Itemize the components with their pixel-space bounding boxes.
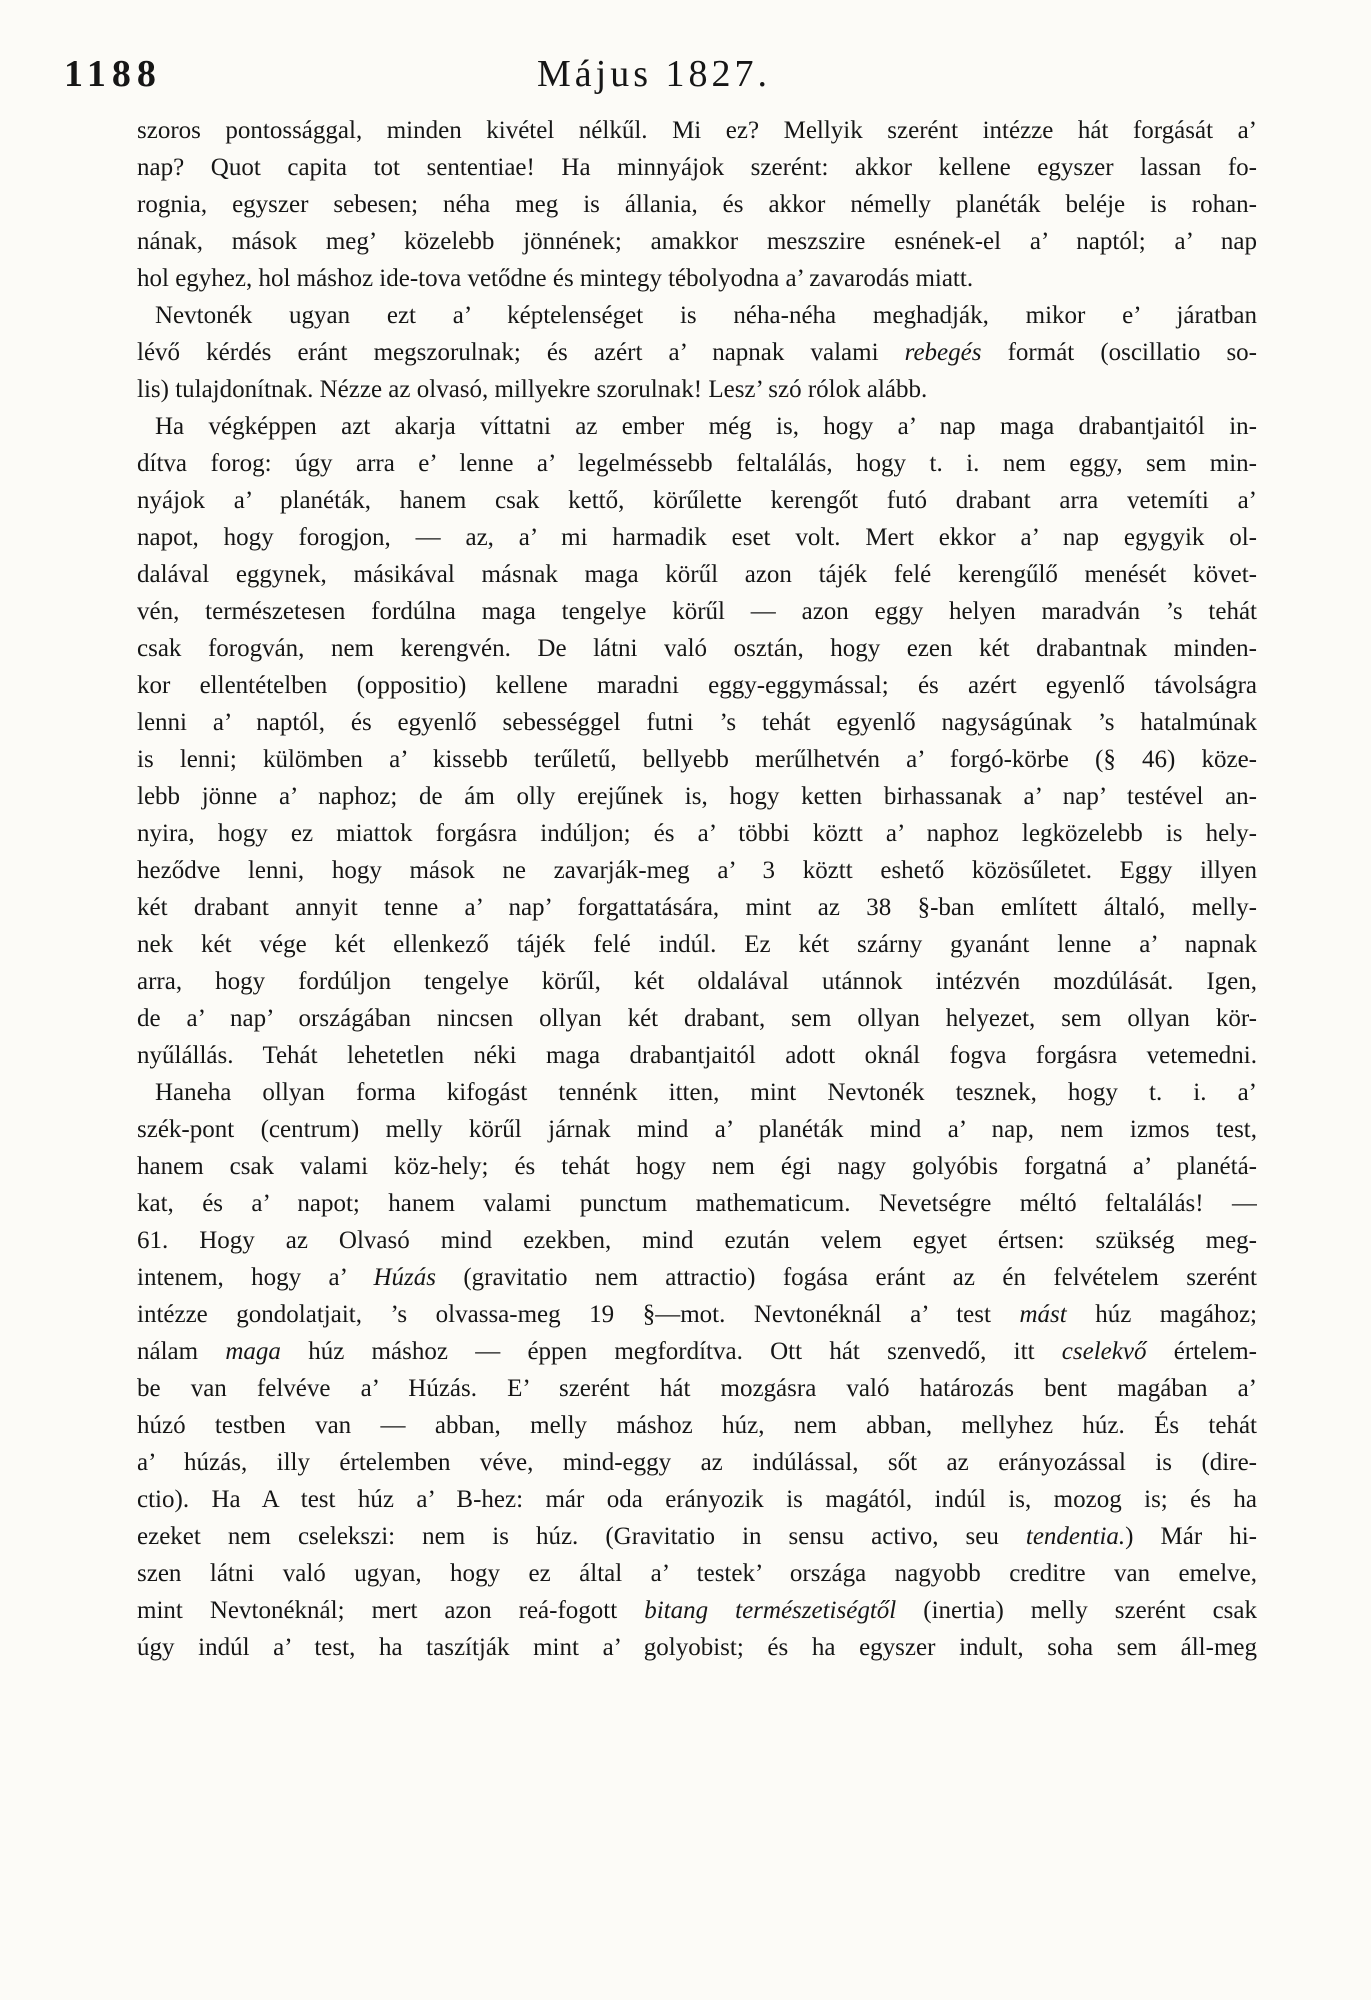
text-line: is lenni; külömben a’ kissebb terűletű, bellyebb merűlhetvén a’ forgó-körbe (§ 46) köze- <box>137 746 1257 773</box>
text-line <box>137 1259 1257 1296</box>
text-run: intézze gondolatjait, ’s olvassa-meg 19 §—mot. Nevtonéknál a’ test <box>137 1301 1020 1328</box>
text-run: (gravitatio nem attractio) fogása eránt az én felvételem szerént <box>435 1264 1257 1291</box>
text-line: Nevtonék ugyan ezt a’ képtelenséget is néha-néha meghadják, mikor e’ járatban <box>155 302 1257 329</box>
italic-text: tendentia. <box>1025 1523 1126 1550</box>
text-line: hol egyhez, hol máshoz ide-tova vetődne és mintegy tébolyodna a’ zavarodás miatt. <box>137 265 974 292</box>
text-run: mint Nevtonéknál; mert azon reá-fogott <box>137 1597 645 1624</box>
text-line: be van felvéve a’ Húzás. E’ szerént hát mozgásra való határozás bent magában a’ <box>137 1375 1257 1402</box>
text-run: nálam <box>137 1338 226 1365</box>
text-line: lenni a’ naptól, és egyenlő sebességgel futni ’s tehát egyenlő nagyságúnak ’s hatalmúnak <box>137 709 1257 736</box>
text-line: csak forogván, nem kerengvén. De látni való osztán, hogy ezen két drabantnak minden- <box>137 635 1257 662</box>
text-line: két drabant annyit tenne a’ nap’ forgattatására, mint az 38 §-ban említett általó, melly- <box>137 894 1257 921</box>
text-line: Ha végképpen azt akarja víttatni az ember még is, hogy a’ nap maga drabantjaitól in- <box>155 413 1257 440</box>
italic-text: mást <box>1019 1301 1067 1328</box>
italic-text: cselekvő <box>1061 1338 1147 1365</box>
body-text <box>137 112 1257 1666</box>
text-run: húz magához; <box>1066 1301 1257 1328</box>
page-number: 1188 <box>64 53 162 95</box>
text-line: de a’ nap’ országában nincsen ollyan két drabant, sem ollyan helyezet, sem ollyan kör- <box>137 1005 1257 1032</box>
text-line <box>137 1296 1257 1333</box>
paragraph <box>137 1222 1257 1666</box>
italic-text: bitang természetiségtől <box>644 1597 897 1624</box>
text-line: szék-pont (centrum) melly körűl járnak mind a’ planéták mind a’ nap, nem izmos test, <box>137 1116 1257 1143</box>
text-line: kor ellentételben (oppositio) kellene maradni eggy-eggymással; és azért egyenlő távolságra <box>137 672 1257 699</box>
text-line: nának, mások meg’ közelebb jönnének; amakkor meszszire esnének-el a’ naptól; a’ nap <box>137 228 1257 255</box>
text-line: arra, hogy fordúljon tengelye körűl, két oldalával utánnok intézvén mozdúlását. Igen, <box>137 968 1257 995</box>
text-line: a’ húzás, illy értelemben véve, mind-eggy az indúlással, sőt az erányozással is (dire- <box>137 1449 1257 1476</box>
text-run: ) Már hi- <box>1125 1523 1257 1550</box>
text-run: (inertia) melly szerént csak <box>896 1597 1257 1624</box>
text-line: dítva forog: úgy arra e’ lenne a’ legelméssebb feltalálás, hogy t. i. nem eggy, sem min- <box>137 450 1257 477</box>
italic-text: rebegés <box>904 339 982 366</box>
text-line: nyájok a’ planéták, hanem csak kettő, körűlette kerengőt futó drabant arra vetemíti a’ <box>137 487 1257 514</box>
paragraph <box>137 297 1257 408</box>
text-line: napot, hogy forogjon, — az, a’ mi harmadik eset volt. Mert ekkor a’ nap egygyik ol- <box>137 524 1257 551</box>
text-line: ctio). Ha A test húz a’ B-hez: már oda erányozik is magától, indúl is, mozog is; és ha <box>137 1486 1257 1513</box>
text-line: lis) tulajdonítnak. Nézze az olvasó, millyekre szorulnak! Lesz’ szó rólok alább. <box>137 376 928 403</box>
text-line: rognia, egyszer sebesen; néha meg is állania, és akkor némelly planéták beléje is rohan- <box>137 191 1257 218</box>
running-title: Május 1827. <box>537 53 771 95</box>
italic-text: Húzás <box>373 1264 436 1291</box>
text-line: húzó testben van — abban, melly máshoz húz, nem abban, mellyhez húz. És tehát <box>137 1412 1257 1439</box>
text-line: lebb jönne a’ naphoz; de ám olly erejűnek is, hogy ketten birhassanak a’ nap’ testével an- <box>137 783 1257 810</box>
text-line: kat, és a’ napot; hanem valami punctum mathematicum. Nevetségre méltó feltalálás! — <box>137 1190 1257 1217</box>
text-run: értelem- <box>1146 1338 1257 1365</box>
text-line <box>137 1518 1257 1555</box>
text-run: intenem, hogy a’ <box>137 1264 374 1291</box>
text-line: heződve lenni, hogy mások ne zavarják-meg a’ 3 köztt eshető közösűletet. Eggy illyen <box>137 857 1257 884</box>
text-line: nyira, hogy ez miattok forgásra indúljon; és a’ többi köztt a’ naphoz legközelebb is hely- <box>137 820 1257 847</box>
text-line: szen látni való ugyan, hogy ez által a’ testek’ országa nagyobb creditre van emelve, <box>137 1560 1257 1587</box>
text-line: vén, természetesen fordúlna maga tengelye körűl — azon eggy helyen maradván ’s tehát <box>137 598 1257 625</box>
text-line: nyűlállás. Tehát lehetetlen néki maga drabantjaitól adott oknál fogva forgásra vetemedni. <box>137 1042 1257 1069</box>
text-run: lévő kérdés eránt megszorulnak; és azért a’ napnak valami <box>137 339 905 366</box>
text-run: húz máshoz — éppen megfordítva. Ott hát szenvedő, itt <box>280 1338 1062 1365</box>
text-line <box>137 334 1257 371</box>
text-line <box>137 1592 1257 1629</box>
text-line: nek két vége két ellenkező tájék felé indúl. Ez két szárny gyanánt lenne a’ napnak <box>137 931 1257 958</box>
paragraph <box>137 112 1257 297</box>
text-line <box>137 1333 1257 1370</box>
text-run: ezeket nem cselekszi: nem is húz. (Gravitatio in sensu activo, seu <box>137 1523 1026 1550</box>
paragraph <box>137 1074 1257 1222</box>
text-line: szoros pontossággal, minden kivétel nélkűl. Mi ez? Mellyik szerént intézze hát forgását a’ <box>137 117 1257 144</box>
text-line: úgy indúl a’ test, ha taszítják mint a’ golyobist; és ha egyszer indult, soha sem áll-meg <box>137 1634 1257 1661</box>
text-line: hanem csak valami köz-hely; és tehát hogy nem égi nagy golyóbis forgatná a’ planétá- <box>137 1153 1257 1180</box>
text-line: Haneha ollyan forma kifogást tennénk itten, mint Nevtonék tesznek, hogy t. i. a’ <box>155 1079 1257 1106</box>
text-run: formát (oscillatio so- <box>981 339 1257 366</box>
text-line: nap? Quot capita tot sententiae! Ha minnyájok szerént: akkor kellene egyszer lassan fo- <box>137 154 1257 181</box>
italic-text: maga <box>225 1338 281 1365</box>
text-line: dalával eggynek, másikával másnak maga körűl azon tájék felé kerengűlő menését követ- <box>137 561 1257 588</box>
paragraph <box>137 408 1257 1074</box>
text-line: 61. Hogy az Olvasó mind ezekben, mind ezután velem egyet értsen: szükség meg- <box>137 1227 1257 1254</box>
